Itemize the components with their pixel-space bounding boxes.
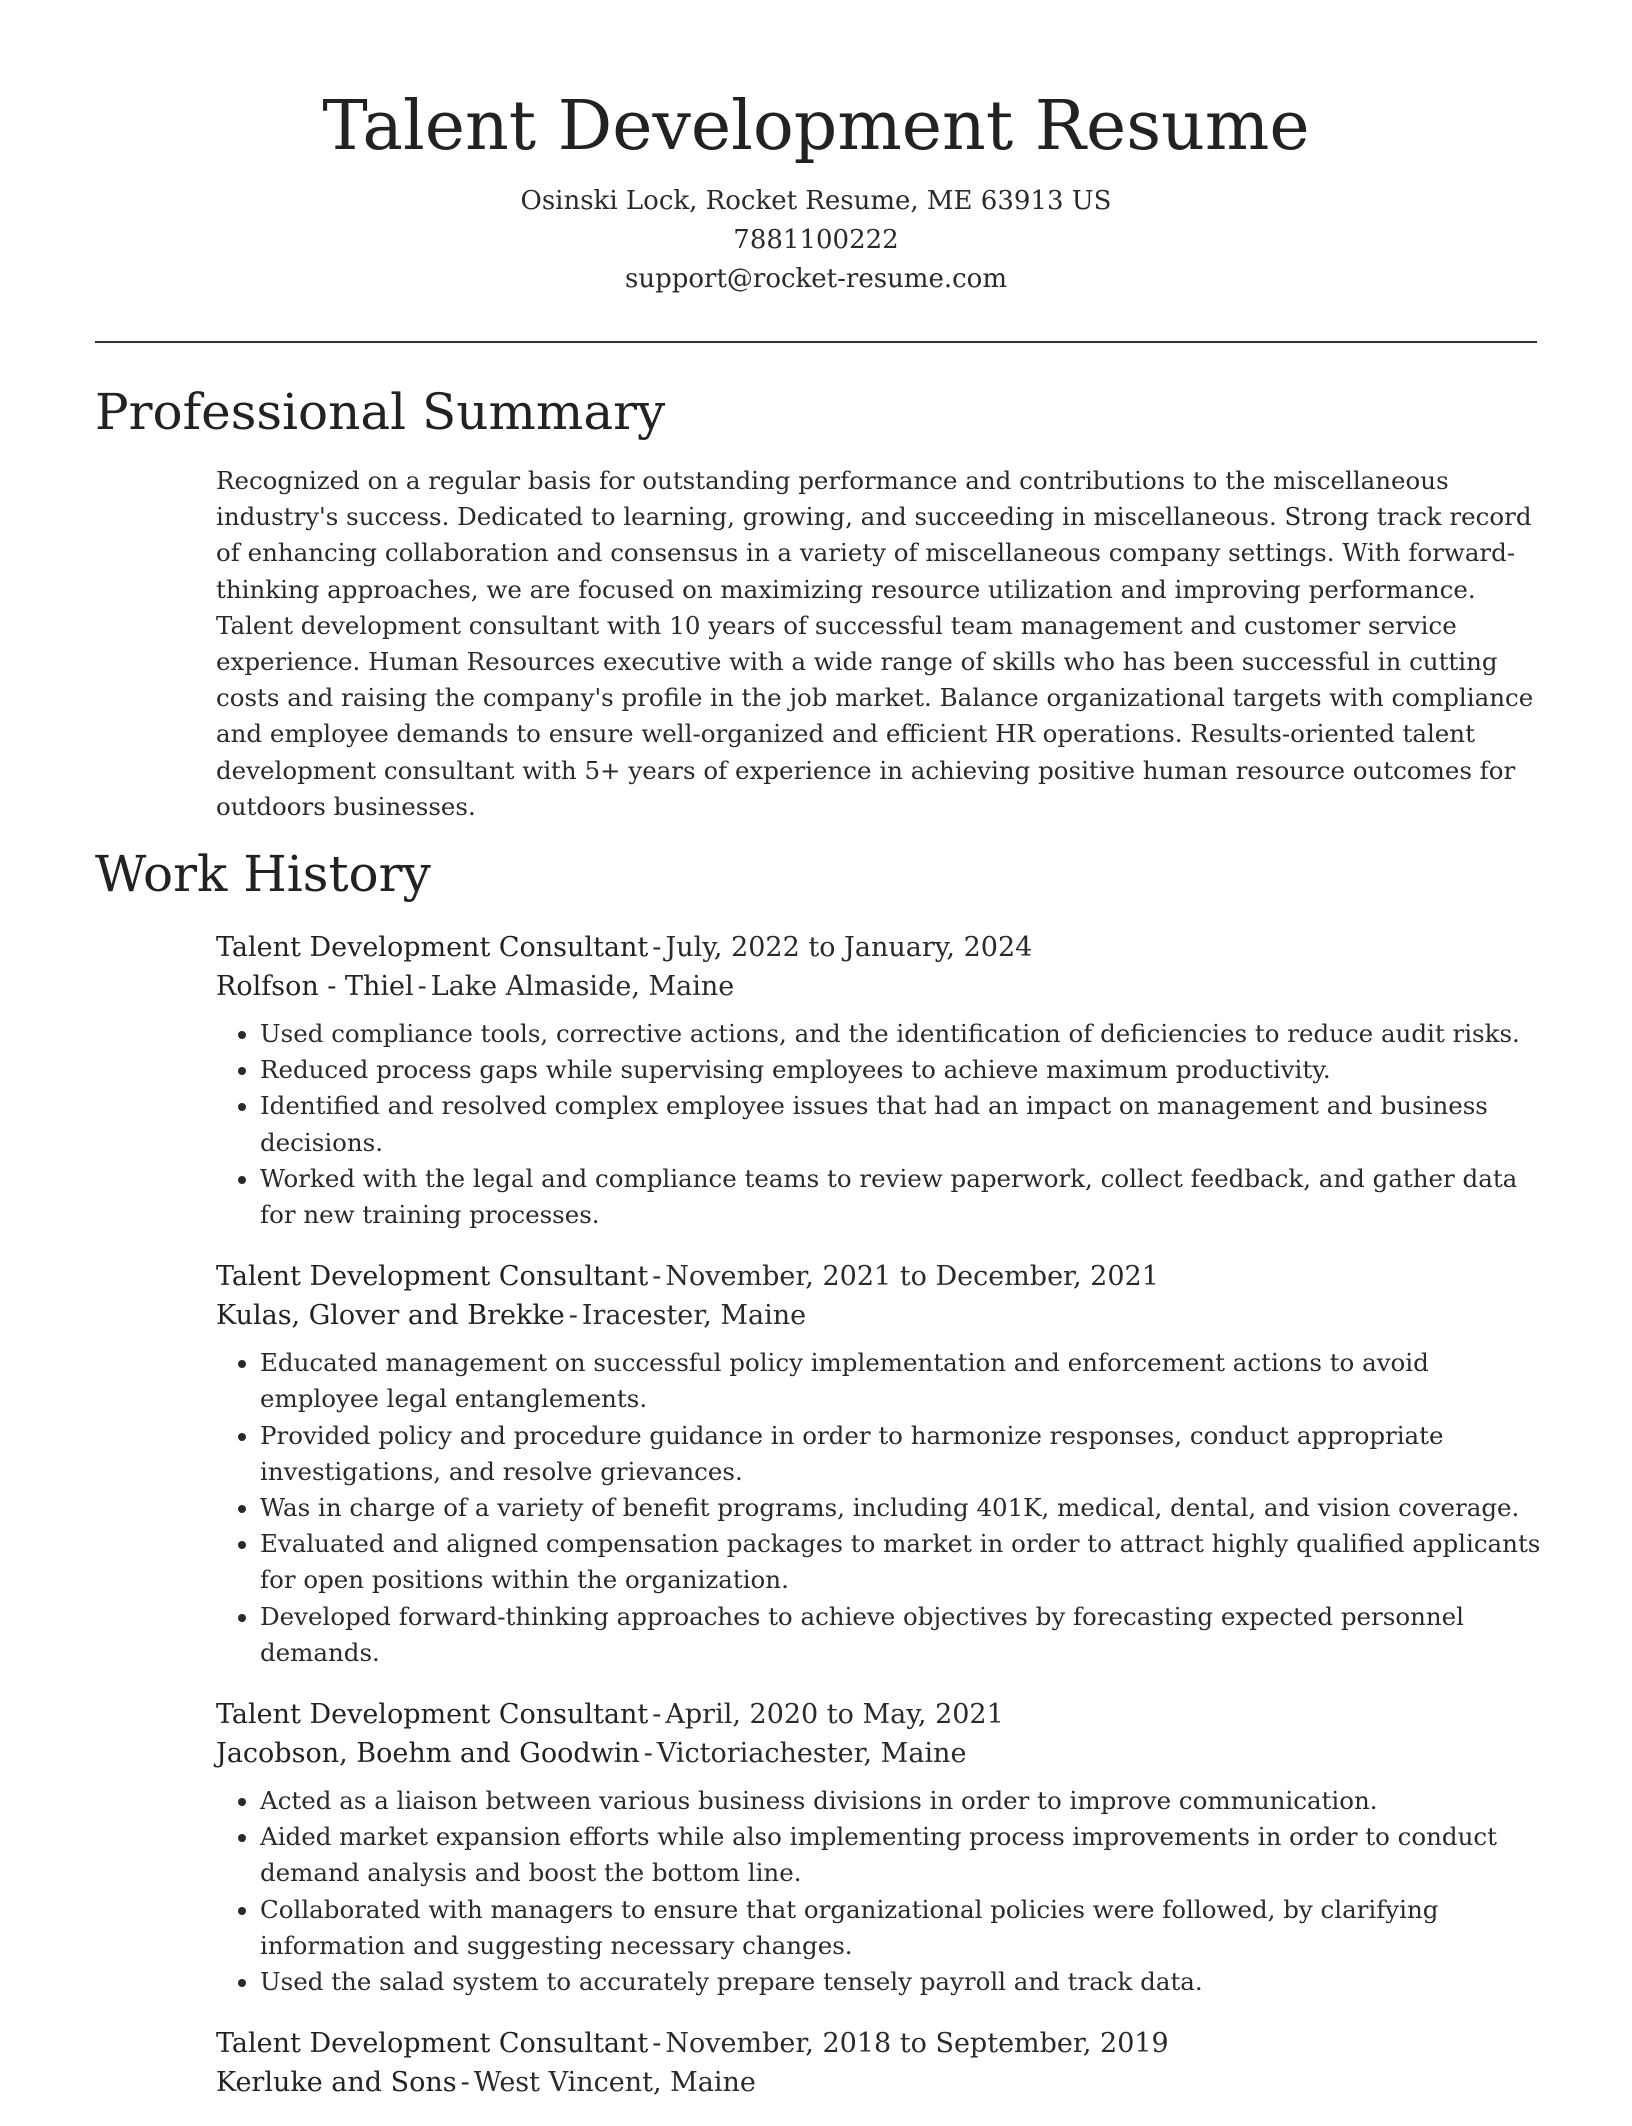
job-dates: November, 2021 to December, 2021 xyxy=(665,1261,1159,1293)
company-name: Rolfson - Thiel xyxy=(216,971,414,1002)
bullet-item: • Evaluated and aligned compensation packages to market in order to attract highly qualified applicants for open positions within the organization. xyxy=(260,1526,1546,1598)
job-company-line xyxy=(216,967,1546,1006)
title-dates-separator: - xyxy=(652,1699,662,1731)
job-title: Talent Development Consultant xyxy=(216,932,649,963)
job-company-line xyxy=(216,2063,1546,2102)
job-entry xyxy=(216,928,1546,1233)
work-history-heading: Work History xyxy=(95,845,431,903)
company-name: Jacobson, Boehm and Goodwin xyxy=(216,1738,640,1770)
job-entry xyxy=(216,2024,1546,2102)
job-title-line xyxy=(216,1695,1546,1734)
bullet-item: • Identified and resolved complex employee issues that had an impact on management and business decisions. xyxy=(260,1088,1546,1160)
bullet-item: • Used compliance tools, corrective actions, and the identification of deficiencies to reduce audit risks. xyxy=(260,1016,1546,1052)
job-bullets xyxy=(216,1345,1546,1671)
company-location: Iracester, Maine xyxy=(581,1300,807,1332)
job-title-line xyxy=(216,1257,1546,1296)
contact-email: support@rocket-resume.com xyxy=(624,264,1007,294)
bullet-item: • Worked with the legal and compliance teams to review paperwork, collect feedback, and gather data for new training processes. xyxy=(260,1161,1546,1233)
bullet-item: • Aided market expansion efforts while also implementing process improvements in order to conduct demand analysis and boost the bottom line. xyxy=(260,1819,1546,1891)
company-location-separator: - xyxy=(460,2067,470,2099)
job-bullets xyxy=(216,1016,1546,1233)
contact-phone: 7881100222 xyxy=(733,225,899,255)
job-title: Talent Development Consultant xyxy=(216,2028,649,2060)
job-entry xyxy=(216,1257,1546,1671)
resume-header xyxy=(0,0,1632,299)
job-bullets xyxy=(216,1783,1546,2000)
company-name: Kerluke and Sons xyxy=(216,2067,457,2099)
job-company-line xyxy=(216,1734,1546,1773)
bullet-item: • Reduced process gaps while supervising employees to achieve maximum productivity. xyxy=(260,1052,1546,1088)
bullet-item: • Acted as a liaison between various business divisions in order to improve communication. xyxy=(260,1783,1546,1819)
bullet-item: • Developed forward-thinking approaches to achieve objectives by forecasting expected personnel demands. xyxy=(260,1599,1546,1671)
bullet-item: • Used the salad system to accurately prepare tensely payroll and track data. xyxy=(260,1964,1546,2000)
resume-title: Talent Development Resume xyxy=(322,87,1310,166)
company-location: Victoriachester, Maine xyxy=(656,1738,967,1770)
header-divider xyxy=(95,341,1537,343)
summary-heading: Professional Summary xyxy=(95,383,666,441)
company-location-separator: - xyxy=(568,1300,578,1332)
bullet-item: • Provided policy and procedure guidance in order to harmonize responses, conduct appropriate investigations, and resolve grievances. xyxy=(260,1418,1546,1490)
company-location: Lake Almaside, Maine xyxy=(430,971,735,1002)
summary-text: Recognized on a regular basis for outstanding performance and contributions to the miscellaneous industry's success. Dedicated to learning, growing, and succeeding in miscellaneous. Strong track record of enhancing collaboration and consensus in a variety of miscellaneous company settings. With forward-thinking approaches, we are focused on maximizing resource utilization and improving performance. Talent development consultant with 10 years of successful team management and customer service experience. Human Resources executive with a wide range of skills who has been successful in cutting costs and raising the company's profile in the job market. Balance organizational targets with compliance and employee demands to ensure well-organized and efficient HR operations. Results-oriented talent development consultant with 5+ years of experience in achieving positive human resource outcomes for outdoors businesses. xyxy=(216,466,1534,821)
contact-block xyxy=(0,182,1632,299)
job-dates: November, 2018 to September, 2019 xyxy=(665,2028,1169,2060)
job-entry xyxy=(216,1695,1546,2000)
title-dates-separator: - xyxy=(652,1261,662,1293)
work-history-list xyxy=(216,928,1546,2126)
company-location: West Vincent, Maine xyxy=(473,2067,756,2099)
job-title: Talent Development Consultant xyxy=(216,1261,649,1293)
job-title-line xyxy=(216,2024,1546,2063)
bullet-item: • Was in charge of a variety of benefit programs, including 401K, medical, dental, and vision coverage. xyxy=(260,1490,1546,1526)
job-title-line xyxy=(216,928,1546,967)
company-location-separator: - xyxy=(417,971,427,1002)
title-dates-separator: - xyxy=(652,932,662,963)
job-dates: July, 2022 to January, 2024 xyxy=(665,932,1033,963)
company-location-separator: - xyxy=(643,1738,653,1770)
job-title: Talent Development Consultant xyxy=(216,1699,649,1731)
bullet-item: • Collaborated with managers to ensure that organizational policies were followed, by clarifying information and suggesting necessary changes. xyxy=(260,1892,1546,1964)
bullet-item: • Educated management on successful policy implementation and enforcement actions to avoid employee legal entanglements. xyxy=(260,1345,1546,1417)
contact-address: Osinski Lock, Rocket Resume, ME 63913 US xyxy=(520,186,1112,216)
title-dates-separator: - xyxy=(652,2028,662,2060)
job-company-line xyxy=(216,1296,1546,1335)
company-name: Kulas, Glover and Brekke xyxy=(216,1300,565,1332)
job-dates: April, 2020 to May, 2021 xyxy=(665,1699,1004,1731)
